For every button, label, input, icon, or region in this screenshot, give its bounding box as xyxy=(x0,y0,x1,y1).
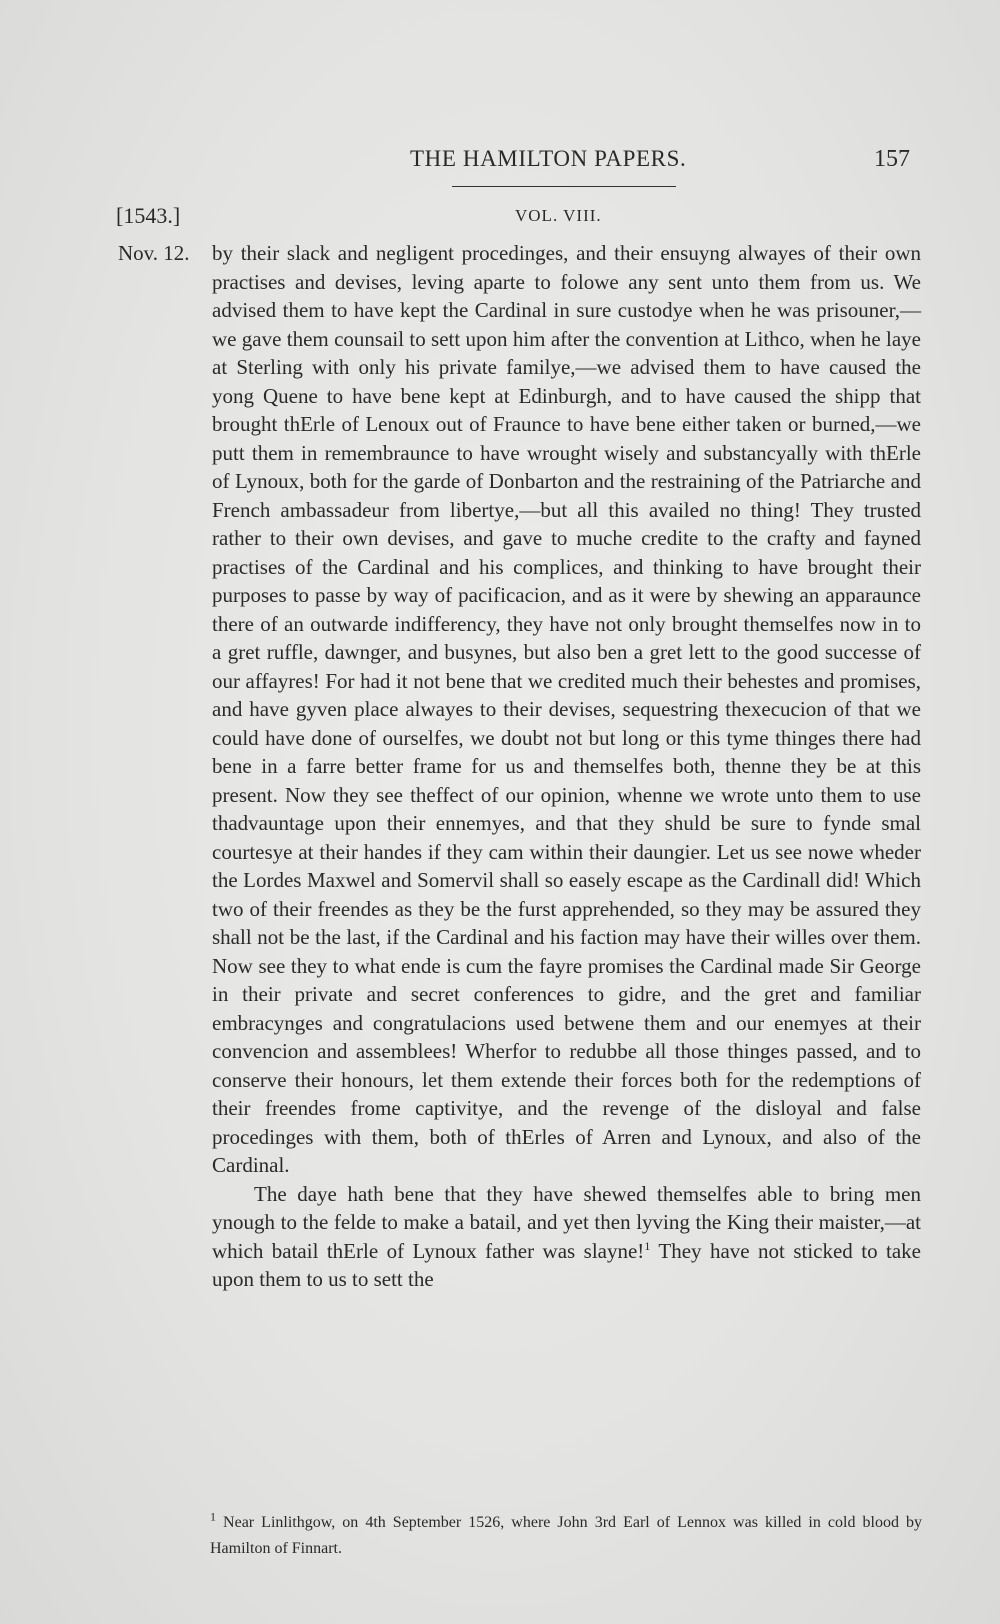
footnote-text: Near Linlithgow, on 4th September 1526, where John 3rd Earl of Lennox was killed in cold blood by Hamilton of Finnart. xyxy=(210,1514,922,1557)
footnote-reference: 1 xyxy=(644,1238,651,1253)
volume-label: VOL. VIII. xyxy=(515,206,602,225)
margin-date: Nov. 12. xyxy=(118,241,190,265)
footnote-marker: 1 xyxy=(210,1509,216,1524)
body-text xyxy=(212,239,921,1294)
paragraph-2-text: The daye hath bene that they have shewed themselfes able to bring men ynough to the felde to make a batail, and yet then lyving the King their maister,—at which batail thErle of Lynoux father was slayne! xyxy=(212,1181,921,1263)
paragraph-2-continuation: They have not sticked to take upon them to us to sett the xyxy=(212,1238,922,1291)
page-number: 157 xyxy=(874,146,910,172)
footnote xyxy=(210,1510,922,1562)
paragraph-2 xyxy=(212,1180,921,1294)
year-marker: [1543.] xyxy=(116,203,181,228)
paragraph-1: by their slack and negligent procedinges, and their ensuyng alwayes of their own practises and devises, leving aparte to folowe any sent unto them from us. We advised them to have kept the Cardinal in sure custodye when he was prisouner,—we gave them counsail to sett upon him after the convention at Lithco, when he laye at Sterling with only his private familye,—we advised them to have caused the yong Quene to have bene kept at Edinburgh, and to have caused the shipp that brought thErle of Lenoux out of Fraunce to have bene either taken or burned,—we putt them in remembraunce to have wrought wisely and substancyally with thErle of Lynoux, both for the garde of Donbarton and the restraining of the Patriarche and French ambassadeur from libertye,—but all this availed no thing! They trusted rather to their own devises, and gave to muche credite to the crafty and fayned practises of the Cardinal and his complices, and thinking to have brought their purposes to passe by way of pacificacion, and as it were by shewing an apparaunce there of an outwarde indifferency, they have not only brought themselfes now in to a gret ruffle, dawnger, and busynes, but also ben a gret lett to the good successe of our affayres! For had it not bene that we credited much their behestes and promises, and have gyven place alwayes to their devises, sequestring thexecucion of that we could have done of ourselfes, we doubt not but long or this tyme thinges there had bene in a farre better frame for us and themselfes both, thenne they be at this present. Now they see theffect of our opinion, whenne we wrote unto them to use thadvauntage upon their ennemyes, and that they shuld be sure to fynde smal courtesye at their handes if they cam within their daungier. Let us see nowe wheder the Lordes Maxwel and Somervil shall so easely escape as the Cardinall did! Which two of their freendes as they be the furst apprehended, so they may be assured they shall not be the last, if the Cardinal and his faction may have their willes over them. Now see they to what ende is cum the fayre promises the Cardinal made Sir George in their private and secret conferences to gidre, and the gret and familiar embracynges and congratulacions used betwene them and our enemyes at their convencion and assemblees! Wherfor to redubbe all those thinges passed, and to conserve their honours, let them extende their forces both for the redemptions of their freendes frome captivitye, and the revenge of the disloyal and false procedinges with them, both of thErles of Arren and Lynoux, and also of the Cardinal. xyxy=(212,241,921,1177)
running-title: THE HAMILTON PAPERS. xyxy=(410,146,687,171)
title-rule xyxy=(452,186,676,187)
